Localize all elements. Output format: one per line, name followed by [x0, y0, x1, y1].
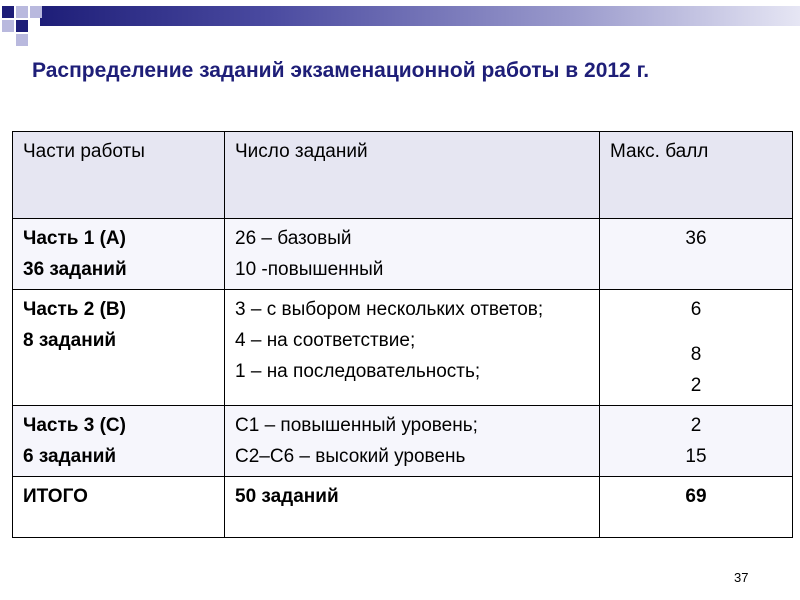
task-line: 1 – на последовательность; [235, 361, 481, 382]
total-tasks: 50 заданий [225, 477, 600, 538]
task-line: С1 – повышенный уровень; [235, 415, 478, 436]
part-count: 8 заданий [23, 330, 117, 351]
page-number: 37 [734, 570, 749, 585]
spacer [610, 325, 782, 339]
score-value: 8 [690, 344, 702, 365]
column-header-tasks: Число заданий [225, 132, 600, 219]
task-line: 10 -повышенный [235, 259, 384, 280]
total-score: 69 [600, 477, 793, 538]
table-row [13, 290, 793, 406]
task-distribution-table [12, 131, 793, 538]
table-row [13, 219, 793, 290]
decor-square [2, 20, 14, 32]
decor-square [16, 20, 28, 32]
score-value: 2 [690, 415, 702, 436]
score-value: 6 [690, 299, 702, 320]
task-line: С2–С6 – высокий уровень [235, 446, 466, 467]
task-line: 26 – базовый [235, 228, 352, 249]
score-value: 36 [685, 228, 707, 249]
decor-square [16, 34, 28, 46]
part-name: Часть 1 (А) [23, 228, 126, 249]
column-header-parts: Части работы [13, 132, 225, 219]
score-value: 15 [685, 446, 707, 467]
task-line: 4 – на соответствие; [235, 330, 416, 351]
header-gradient-band [40, 6, 800, 26]
column-header-max-score: Макс. балл [600, 132, 793, 219]
part-name: Часть 2 (В) [23, 299, 126, 320]
score-value: 2 [690, 375, 702, 396]
tasks-cell [225, 290, 600, 406]
table-header-row [13, 132, 793, 219]
tasks-cell [225, 219, 600, 290]
decor-square [16, 6, 28, 18]
part-name: Часть 3 (С) [23, 415, 126, 436]
score-cell [600, 219, 793, 290]
tasks-cell [225, 406, 600, 477]
part-cell [13, 290, 225, 406]
task-line: 3 – с выбором нескольких ответов; [235, 299, 544, 320]
slide-title: Распределение заданий экзаменационной работы в 2012 г. [32, 59, 650, 82]
part-cell [13, 219, 225, 290]
total-row [13, 477, 793, 538]
total-label: ИТОГО [13, 477, 225, 538]
part-count: 6 заданий [23, 446, 117, 467]
header-decoration [0, 0, 800, 46]
decor-square [30, 6, 42, 18]
score-cell [600, 290, 793, 406]
score-cell [600, 406, 793, 477]
table-row [13, 406, 793, 477]
part-count: 36 заданий [23, 259, 127, 280]
part-cell [13, 406, 225, 477]
decor-square [2, 6, 14, 18]
